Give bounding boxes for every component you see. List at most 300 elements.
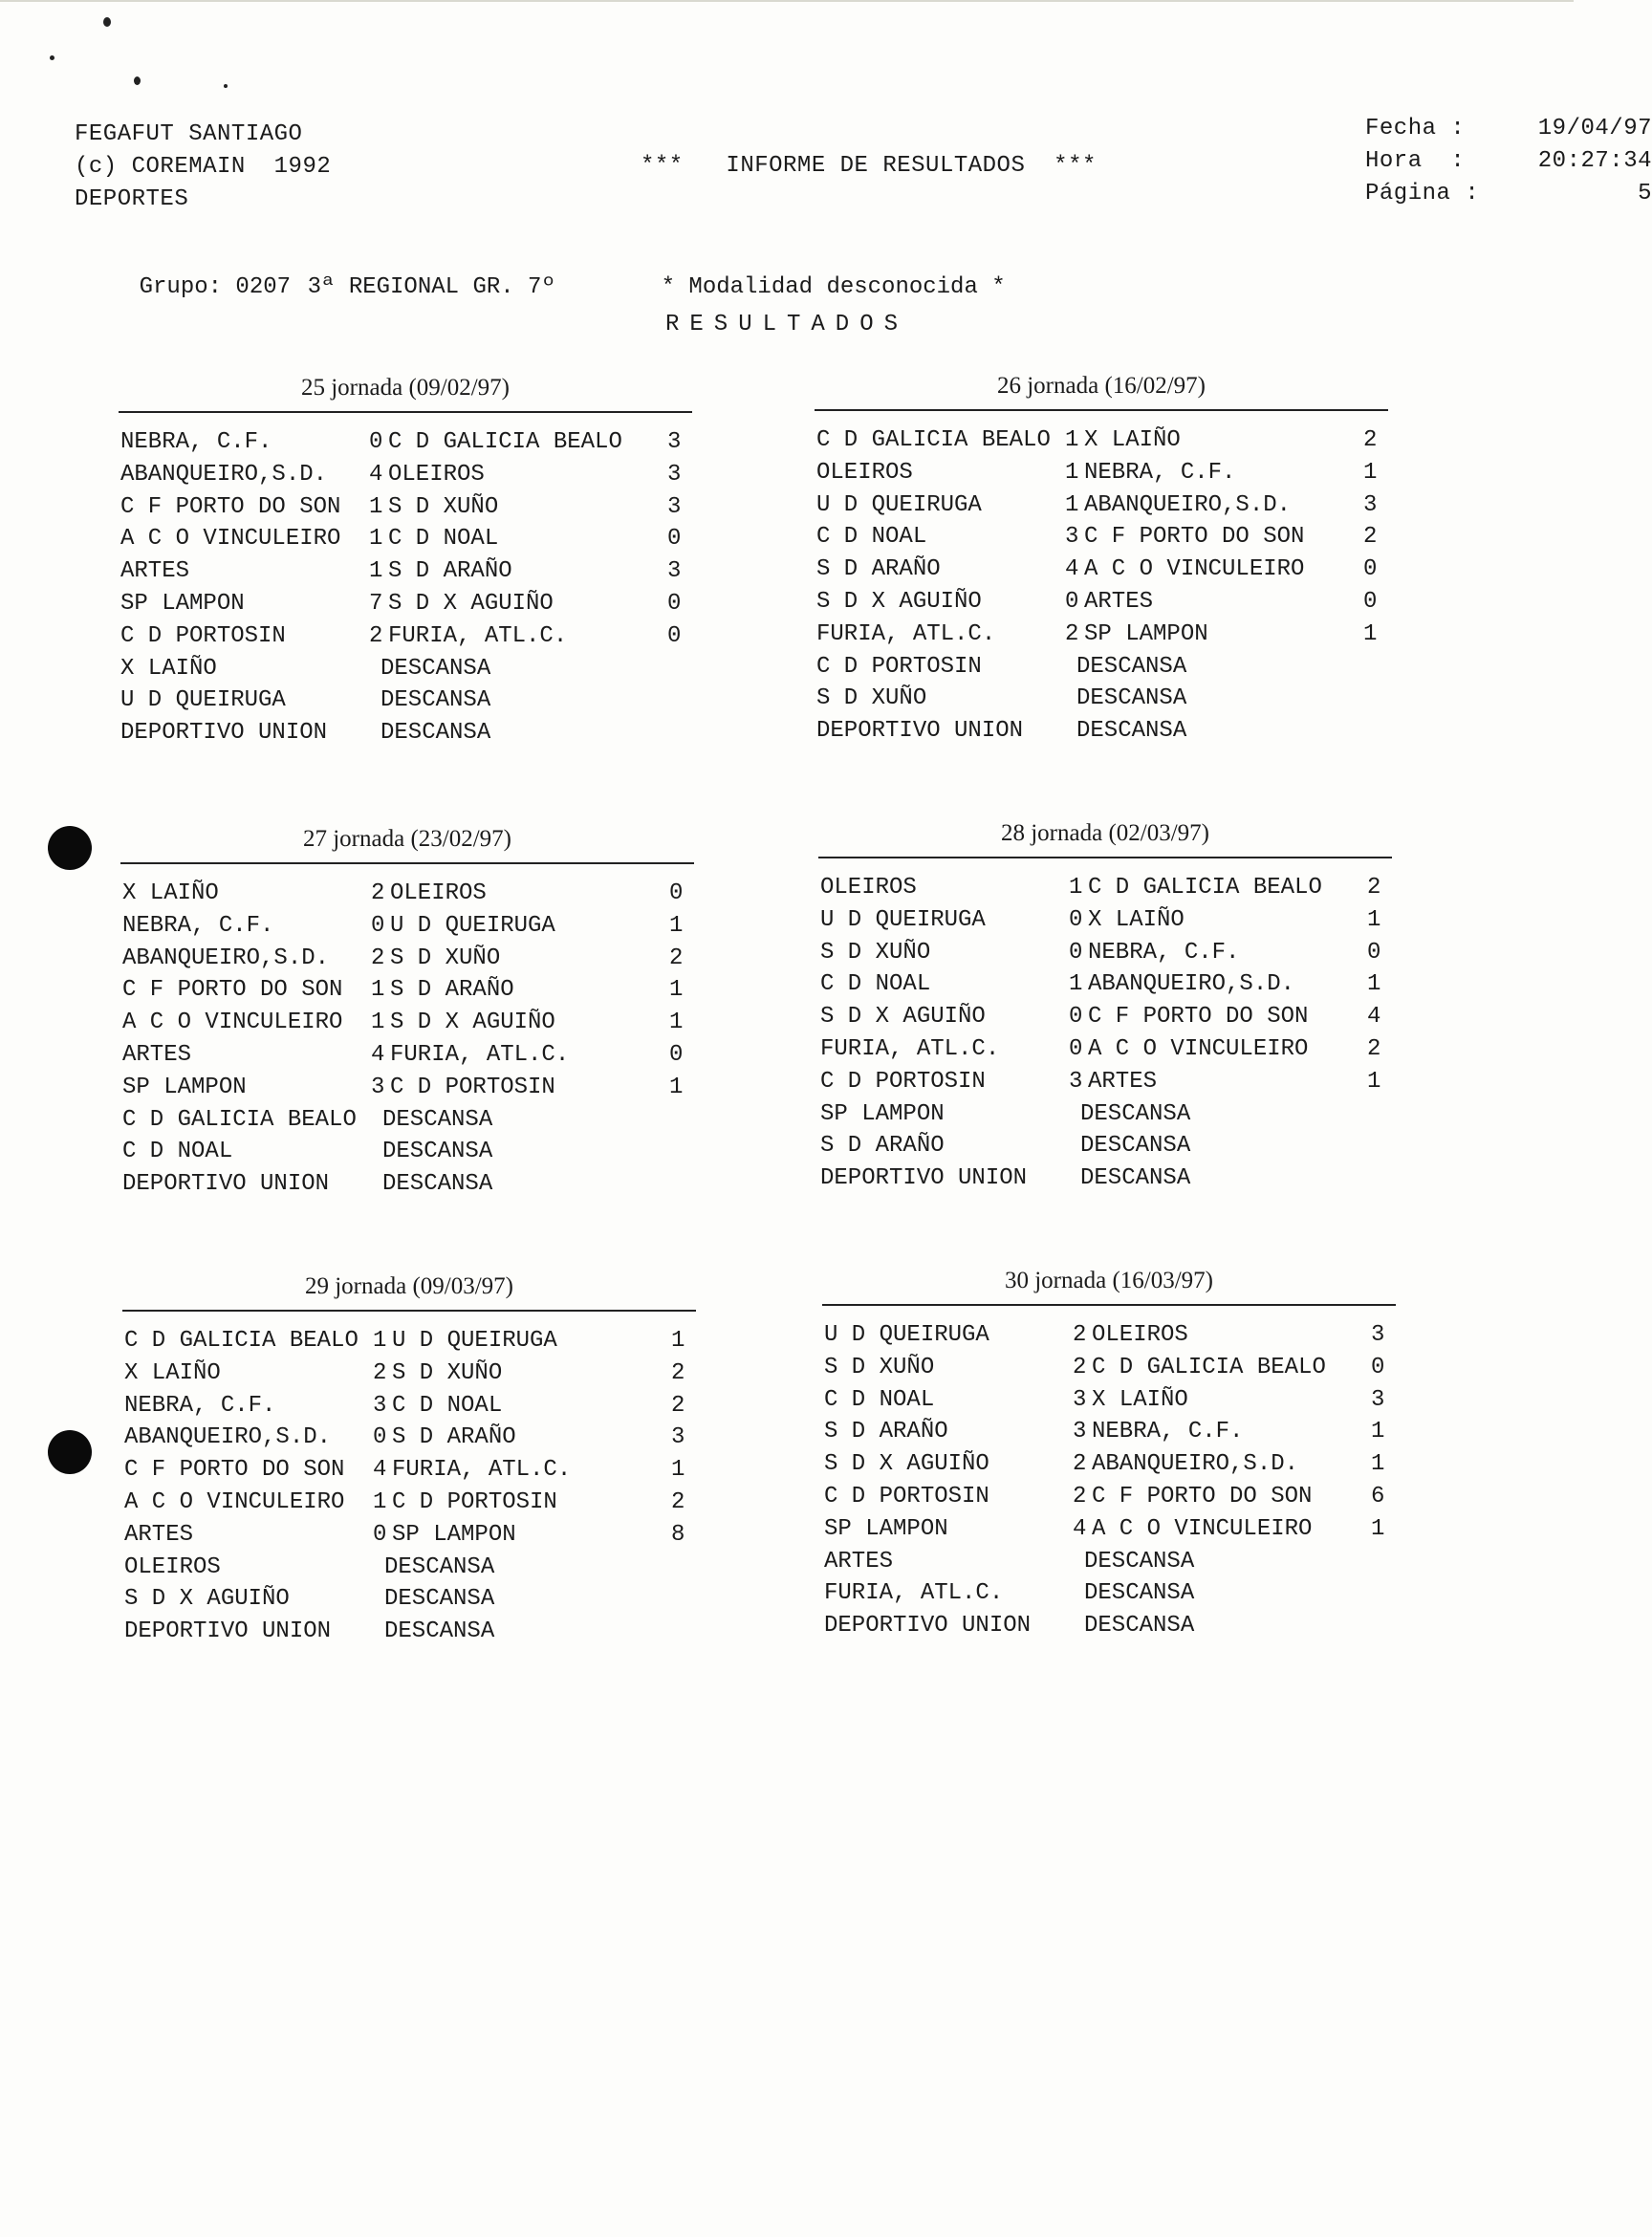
resting-team: ARTES xyxy=(824,1548,894,1575)
away-goals: 1 xyxy=(1371,1419,1385,1445)
home-team: C D NOAL xyxy=(816,524,927,551)
resting-team: DEPORTIVO UNION xyxy=(124,1618,332,1645)
away-goals: 2 xyxy=(1363,427,1378,453)
resting-team: FURIA, ATL.C. xyxy=(824,1580,1004,1607)
match-row xyxy=(122,1390,696,1423)
home-goals: 1 xyxy=(1065,427,1079,453)
rest-label: DESCANSA xyxy=(1076,718,1187,745)
jornada-rule xyxy=(822,1304,1396,1306)
away-goals: 1 xyxy=(1363,459,1378,486)
home-goals: 2 xyxy=(371,945,385,971)
match-row xyxy=(122,1487,696,1519)
away-goals: 0 xyxy=(669,880,684,906)
home-team: A C O VINCULEIRO xyxy=(120,526,341,553)
home-goals: 0 xyxy=(373,1521,387,1548)
away-goals: 3 xyxy=(667,461,682,488)
home-goals: 1 xyxy=(371,977,385,1004)
hora-label: Hora : xyxy=(1365,148,1466,174)
match-row xyxy=(822,1481,1396,1513)
resting-team: C D GALICIA BEALO xyxy=(122,1106,357,1133)
away-team: C D PORTOSIN xyxy=(392,1488,557,1515)
rest-row xyxy=(122,1583,696,1616)
away-goals: 0 xyxy=(1367,939,1381,966)
rest-label: DESCANSA xyxy=(1076,653,1187,680)
home-team: C D GALICIA BEALO xyxy=(124,1328,359,1354)
away-goals: 4 xyxy=(1367,1004,1381,1031)
away-goals: 8 xyxy=(671,1521,685,1548)
away-goals: 3 xyxy=(671,1424,685,1451)
away-goals: 0 xyxy=(667,622,682,649)
resting-team: SP LAMPON xyxy=(820,1100,945,1127)
home-goals: 0 xyxy=(1069,1004,1083,1031)
away-team: NEBRA, C.F. xyxy=(1092,1419,1244,1445)
home-team: A C O VINCULEIRO xyxy=(122,1010,343,1036)
rest-row xyxy=(120,1168,694,1201)
away-team: ARTES xyxy=(1088,1068,1158,1095)
match-row xyxy=(818,937,1392,969)
home-team: S D X AGUIÑO xyxy=(820,1004,986,1031)
away-team: OLEIROS xyxy=(388,461,485,488)
group-category: 3ª REGIONAL GR. 7º xyxy=(307,274,555,300)
home-team: ARTES xyxy=(120,558,190,585)
home-goals: 0 xyxy=(369,429,383,455)
home-goals: 1 xyxy=(1065,491,1079,518)
away-team: C F PORTO DO SON xyxy=(1092,1483,1313,1509)
rest-label: DESCANSA xyxy=(382,1139,493,1165)
department: DEPORTES xyxy=(75,186,189,212)
home-goals: 1 xyxy=(373,1328,387,1354)
scan-speck xyxy=(134,76,141,85)
match-row xyxy=(815,619,1388,651)
home-team: S D ARAÑO xyxy=(816,556,941,583)
home-goals: 3 xyxy=(1073,1419,1087,1445)
away-goals: 1 xyxy=(669,977,684,1004)
away-goals: 3 xyxy=(1371,1322,1385,1348)
hora-value: 20:27:34 xyxy=(1537,148,1652,174)
away-goals: 3 xyxy=(1371,1386,1385,1413)
match-row xyxy=(119,426,692,459)
match-row xyxy=(815,424,1388,457)
rest-label: DESCANSA xyxy=(382,1106,493,1133)
group-modalidad: * Modalidad desconocida * xyxy=(661,274,1006,300)
rest-label: DESCANSA xyxy=(1080,1165,1191,1192)
match-row xyxy=(822,1384,1396,1417)
match-row xyxy=(818,1033,1392,1066)
rest-label: DESCANSA xyxy=(380,687,491,714)
away-team: U D QUEIRUGA xyxy=(392,1328,557,1354)
home-team: ABANQUEIRO,S.D. xyxy=(120,461,328,488)
home-team: U D QUEIRUGA xyxy=(820,906,986,933)
match-row xyxy=(122,1357,696,1390)
home-team: S D ARAÑO xyxy=(824,1419,948,1445)
match-row xyxy=(822,1352,1396,1384)
jornada-title: 30 jornada (16/03/97) xyxy=(1004,1268,1213,1293)
rest-label: DESCANSA xyxy=(380,655,491,682)
away-team: SP LAMPON xyxy=(1084,620,1208,647)
home-goals: 4 xyxy=(1065,556,1079,583)
rest-label: DESCANSA xyxy=(1084,1613,1195,1640)
away-team: A C O VINCULEIRO xyxy=(1084,556,1305,583)
away-goals: 1 xyxy=(671,1328,685,1354)
away-goals: 3 xyxy=(667,493,682,520)
home-team: SP LAMPON xyxy=(824,1515,948,1542)
rest-label: DESCANSA xyxy=(384,1618,495,1645)
away-team: A C O VINCULEIRO xyxy=(1092,1515,1313,1542)
away-goals: 2 xyxy=(671,1488,685,1515)
group-code: Grupo: 0207 xyxy=(139,274,292,300)
away-team: FURIA, ATL.C. xyxy=(392,1457,572,1484)
jornada-block xyxy=(122,1270,696,1648)
report-origin xyxy=(75,119,331,216)
match-row xyxy=(122,1422,696,1454)
jornada-rule xyxy=(818,857,1392,858)
home-team: FURIA, ATL.C. xyxy=(816,620,996,647)
jornada-block xyxy=(822,1264,1396,1642)
resting-team: S D X AGUIÑO xyxy=(124,1586,290,1613)
away-team: ABANQUEIRO,S.D. xyxy=(1092,1451,1299,1478)
rest-row xyxy=(120,1136,694,1168)
copyright-line: (c) COREMAIN 1992 xyxy=(75,154,332,180)
jornada-title: 28 jornada (02/03/97) xyxy=(1000,820,1209,846)
home-team: OLEIROS xyxy=(816,459,913,486)
away-team: S D XUÑO xyxy=(390,945,501,971)
rest-row xyxy=(122,1616,696,1648)
away-team: NEBRA, C.F. xyxy=(1084,459,1236,486)
home-goals: 1 xyxy=(373,1488,387,1515)
home-goals: 4 xyxy=(369,461,383,488)
home-goals: 0 xyxy=(1069,1035,1083,1062)
away-goals: 2 xyxy=(671,1392,685,1419)
home-team: S D X AGUIÑO xyxy=(824,1451,989,1478)
match-row xyxy=(119,523,692,555)
home-team: FURIA, ATL.C. xyxy=(820,1035,1000,1062)
away-team: C D PORTOSIN xyxy=(390,1074,555,1100)
away-team: C F PORTO DO SON xyxy=(1084,524,1305,551)
match-row xyxy=(822,1448,1396,1481)
home-goals: 1 xyxy=(369,526,383,553)
match-row xyxy=(815,586,1388,619)
home-goals: 3 xyxy=(373,1392,387,1419)
rest-row xyxy=(822,1577,1396,1610)
rest-row xyxy=(119,717,692,749)
resting-team: DEPORTIVO UNION xyxy=(824,1613,1032,1640)
home-goals: 0 xyxy=(1069,906,1083,933)
away-goals: 1 xyxy=(669,912,684,939)
match-row xyxy=(120,1039,694,1072)
home-team: ABANQUEIRO,S.D. xyxy=(124,1424,332,1451)
home-goals: 0 xyxy=(373,1424,387,1451)
home-team: C F PORTO DO SON xyxy=(124,1457,345,1484)
home-team: U D QUEIRUGA xyxy=(816,491,982,518)
away-team: NEBRA, C.F. xyxy=(1088,939,1240,966)
home-team: C D PORTOSIN xyxy=(824,1483,989,1509)
away-goals: 0 xyxy=(667,526,682,553)
rest-row xyxy=(120,1104,694,1137)
home-goals: 3 xyxy=(1065,524,1079,551)
away-team: X LAIÑO xyxy=(1084,427,1181,453)
match-row xyxy=(120,910,694,943)
home-goals: 1 xyxy=(1069,875,1083,901)
resting-team: DEPORTIVO UNION xyxy=(816,718,1024,745)
rest-label: DESCANSA xyxy=(380,720,491,747)
home-goals: 1 xyxy=(1065,459,1079,486)
scan-speck xyxy=(50,55,54,60)
resting-team: X LAIÑO xyxy=(120,655,217,682)
home-team: C D NOAL xyxy=(824,1386,935,1413)
resting-team: DEPORTIVO UNION xyxy=(120,720,328,747)
rest-row xyxy=(818,1162,1392,1195)
away-goals: 3 xyxy=(667,429,682,455)
home-team: C D NOAL xyxy=(820,971,931,998)
match-row xyxy=(119,491,692,524)
home-goals: 2 xyxy=(1073,1322,1087,1348)
jornada-title: 29 jornada (09/03/97) xyxy=(304,1273,513,1299)
match-row xyxy=(815,521,1388,554)
away-goals: 1 xyxy=(669,1010,684,1036)
home-team: C F PORTO DO SON xyxy=(122,977,343,1004)
away-goals: 3 xyxy=(1363,491,1378,518)
resting-team: OLEIROS xyxy=(124,1553,221,1580)
resting-team: C D PORTOSIN xyxy=(816,653,982,680)
punch-hole-bottom xyxy=(48,1430,92,1474)
home-team: ARTES xyxy=(124,1521,194,1548)
rest-row xyxy=(822,1546,1396,1578)
away-team: ARTES xyxy=(1084,588,1154,615)
home-goals: 0 xyxy=(1069,939,1083,966)
match-row xyxy=(122,1454,696,1487)
report-meta xyxy=(1365,113,1652,210)
jornada-block xyxy=(815,369,1388,748)
jornada-block xyxy=(120,822,694,1201)
home-team: S D XUÑO xyxy=(820,939,931,966)
jornada-title: 26 jornada (16/02/97) xyxy=(996,373,1206,399)
rest-label: DESCANSA xyxy=(382,1171,493,1198)
match-row xyxy=(119,459,692,491)
jornada-rule xyxy=(120,862,694,864)
away-goals: 0 xyxy=(1363,556,1378,583)
jornada-rule xyxy=(122,1310,696,1312)
away-team: S D ARAÑO xyxy=(388,558,512,585)
match-row xyxy=(122,1325,696,1357)
away-team: C D GALICIA BEALO xyxy=(1092,1354,1326,1380)
match-row xyxy=(815,554,1388,586)
home-goals: 2 xyxy=(1073,1483,1087,1509)
match-row xyxy=(120,1007,694,1039)
away-goals: 1 xyxy=(1367,1068,1381,1095)
away-team: C F PORTO DO SON xyxy=(1088,1004,1309,1031)
match-row xyxy=(822,1319,1396,1352)
away-team: U D QUEIRUGA xyxy=(390,912,555,939)
home-team: X LAIÑO xyxy=(124,1359,221,1386)
away-team: C D GALICIA BEALO xyxy=(388,429,622,455)
away-team: A C O VINCULEIRO xyxy=(1088,1035,1309,1062)
away-goals: 0 xyxy=(1371,1354,1385,1380)
home-team: SP LAMPON xyxy=(122,1074,247,1100)
home-team: NEBRA, C.F. xyxy=(120,429,272,455)
match-row xyxy=(822,1416,1396,1448)
section-title: RESULTADOS xyxy=(664,312,909,337)
org-name: FEGAFUT SANTIAGO xyxy=(75,121,303,147)
jornada-rule xyxy=(815,409,1388,411)
rest-row xyxy=(119,684,692,717)
away-goals: 6 xyxy=(1371,1483,1385,1509)
away-goals: 1 xyxy=(1367,906,1381,933)
match-row xyxy=(120,878,694,910)
away-goals: 1 xyxy=(1363,620,1378,647)
match-row xyxy=(818,1001,1392,1033)
rest-row xyxy=(822,1610,1396,1642)
home-team: S D XUÑO xyxy=(824,1354,935,1380)
resting-team: DEPORTIVO UNION xyxy=(122,1171,330,1198)
resting-team: S D XUÑO xyxy=(816,685,927,712)
match-row xyxy=(120,943,694,975)
home-team: C D PORTOSIN xyxy=(820,1068,986,1095)
away-team: OLEIROS xyxy=(1092,1322,1188,1348)
match-row xyxy=(818,968,1392,1001)
home-team: NEBRA, C.F. xyxy=(124,1392,276,1419)
punch-hole-top xyxy=(48,826,92,870)
jornada-title: 25 jornada (09/02/97) xyxy=(300,375,510,401)
rest-label: DESCANSA xyxy=(1084,1548,1195,1575)
home-goals: 3 xyxy=(371,1074,385,1100)
match-row xyxy=(822,1513,1396,1546)
home-goals: 1 xyxy=(369,493,383,520)
resting-team: C D NOAL xyxy=(122,1139,233,1165)
rest-label: DESCANSA xyxy=(384,1586,495,1613)
scan-edge-line xyxy=(0,0,1574,2)
match-row xyxy=(119,620,692,653)
home-goals: 4 xyxy=(373,1457,387,1484)
away-team: ABANQUEIRO,S.D. xyxy=(1084,491,1292,518)
match-row xyxy=(815,457,1388,489)
match-row xyxy=(818,872,1392,904)
resting-team: DEPORTIVO UNION xyxy=(820,1165,1028,1192)
home-team: ARTES xyxy=(122,1041,192,1068)
match-row xyxy=(119,555,692,588)
away-goals: 2 xyxy=(1363,524,1378,551)
rest-label: DESCANSA xyxy=(1084,1580,1195,1607)
away-team: OLEIROS xyxy=(390,880,487,906)
away-goals: 2 xyxy=(671,1359,685,1386)
rest-row xyxy=(815,683,1388,715)
home-goals: 4 xyxy=(1073,1515,1087,1542)
away-goals: 1 xyxy=(669,1074,684,1100)
resting-team: S D ARAÑO xyxy=(820,1133,945,1160)
rest-row xyxy=(815,715,1388,748)
rest-label: DESCANSA xyxy=(1080,1133,1191,1160)
home-team: SP LAMPON xyxy=(120,590,245,617)
away-team: S D XUÑO xyxy=(392,1359,503,1386)
home-goals: 0 xyxy=(371,912,385,939)
home-goals: 7 xyxy=(369,590,383,617)
away-team: X LAIÑO xyxy=(1092,1386,1188,1413)
home-team: OLEIROS xyxy=(820,875,917,901)
away-team: S D ARAÑO xyxy=(390,977,514,1004)
home-goals: 1 xyxy=(371,1010,385,1036)
home-goals: 4 xyxy=(371,1041,385,1068)
away-goals: 0 xyxy=(667,590,682,617)
away-goals: 2 xyxy=(669,945,684,971)
rest-label: DESCANSA xyxy=(1080,1100,1191,1127)
rest-row xyxy=(119,653,692,685)
rest-row xyxy=(815,651,1388,684)
pagina-value: 5 xyxy=(1638,181,1652,206)
away-team: S D X AGUIÑO xyxy=(390,1010,555,1036)
away-team: C D GALICIA BEALO xyxy=(1088,875,1322,901)
match-row xyxy=(818,904,1392,937)
pagina-label: Página : xyxy=(1365,181,1480,206)
away-goals: 2 xyxy=(1367,875,1381,901)
match-row xyxy=(119,588,692,620)
match-row xyxy=(818,1066,1392,1098)
home-goals: 2 xyxy=(1073,1451,1087,1478)
rest-row xyxy=(818,1098,1392,1131)
match-row xyxy=(120,974,694,1007)
away-goals: 2 xyxy=(1367,1035,1381,1062)
rest-row xyxy=(122,1552,696,1584)
away-team: FURIA, ATL.C. xyxy=(390,1041,570,1068)
match-row xyxy=(120,1072,694,1104)
jornada-block xyxy=(818,816,1392,1195)
away-goals: 1 xyxy=(1371,1515,1385,1542)
home-goals: 3 xyxy=(1069,1068,1083,1095)
fecha-label: Fecha : xyxy=(1365,116,1466,141)
home-team: NEBRA, C.F. xyxy=(122,912,274,939)
home-team: S D X AGUIÑO xyxy=(816,588,982,615)
jornada-block xyxy=(119,371,692,749)
rest-label: DESCANSA xyxy=(1076,685,1187,712)
home-team: U D QUEIRUGA xyxy=(824,1322,989,1348)
away-team: X LAIÑO xyxy=(1088,906,1185,933)
home-team: C D PORTOSIN xyxy=(120,622,286,649)
home-team: ABANQUEIRO,S.D. xyxy=(122,945,330,971)
home-goals: 1 xyxy=(369,558,383,585)
away-team: S D XUÑO xyxy=(388,493,499,520)
home-goals: 0 xyxy=(1065,588,1079,615)
fecha-value: 19/04/97 xyxy=(1537,116,1652,141)
home-goals: 2 xyxy=(371,880,385,906)
home-goals: 2 xyxy=(1073,1354,1087,1380)
home-goals: 3 xyxy=(1073,1386,1087,1413)
away-goals: 3 xyxy=(667,558,682,585)
match-row xyxy=(122,1519,696,1552)
scan-speck xyxy=(224,84,228,88)
rest-label: DESCANSA xyxy=(384,1553,495,1580)
home-team: C D GALICIA BEALO xyxy=(816,427,1051,453)
resting-team: U D QUEIRUGA xyxy=(120,687,286,714)
away-goals: 1 xyxy=(1367,971,1381,998)
away-team: S D ARAÑO xyxy=(392,1424,516,1451)
away-team: S D X AGUIÑO xyxy=(388,590,554,617)
home-team: X LAIÑO xyxy=(122,880,219,906)
away-goals: 0 xyxy=(669,1041,684,1068)
away-team: C D NOAL xyxy=(392,1392,503,1419)
home-goals: 2 xyxy=(373,1359,387,1386)
jornada-rule xyxy=(119,411,692,413)
match-row xyxy=(815,489,1388,522)
rest-row xyxy=(818,1130,1392,1162)
scan-speck xyxy=(103,17,111,27)
away-team: C D NOAL xyxy=(388,526,499,553)
away-team: FURIA, ATL.C. xyxy=(388,622,568,649)
away-goals: 1 xyxy=(1371,1451,1385,1478)
away-team: SP LAMPON xyxy=(392,1521,516,1548)
home-team: C F PORTO DO SON xyxy=(120,493,341,520)
home-team: A C O VINCULEIRO xyxy=(124,1488,345,1515)
report-title: *** INFORME DE RESULTADOS *** xyxy=(641,153,1097,179)
away-goals: 1 xyxy=(671,1457,685,1484)
jornada-title: 27 jornada (23/02/97) xyxy=(302,826,511,852)
